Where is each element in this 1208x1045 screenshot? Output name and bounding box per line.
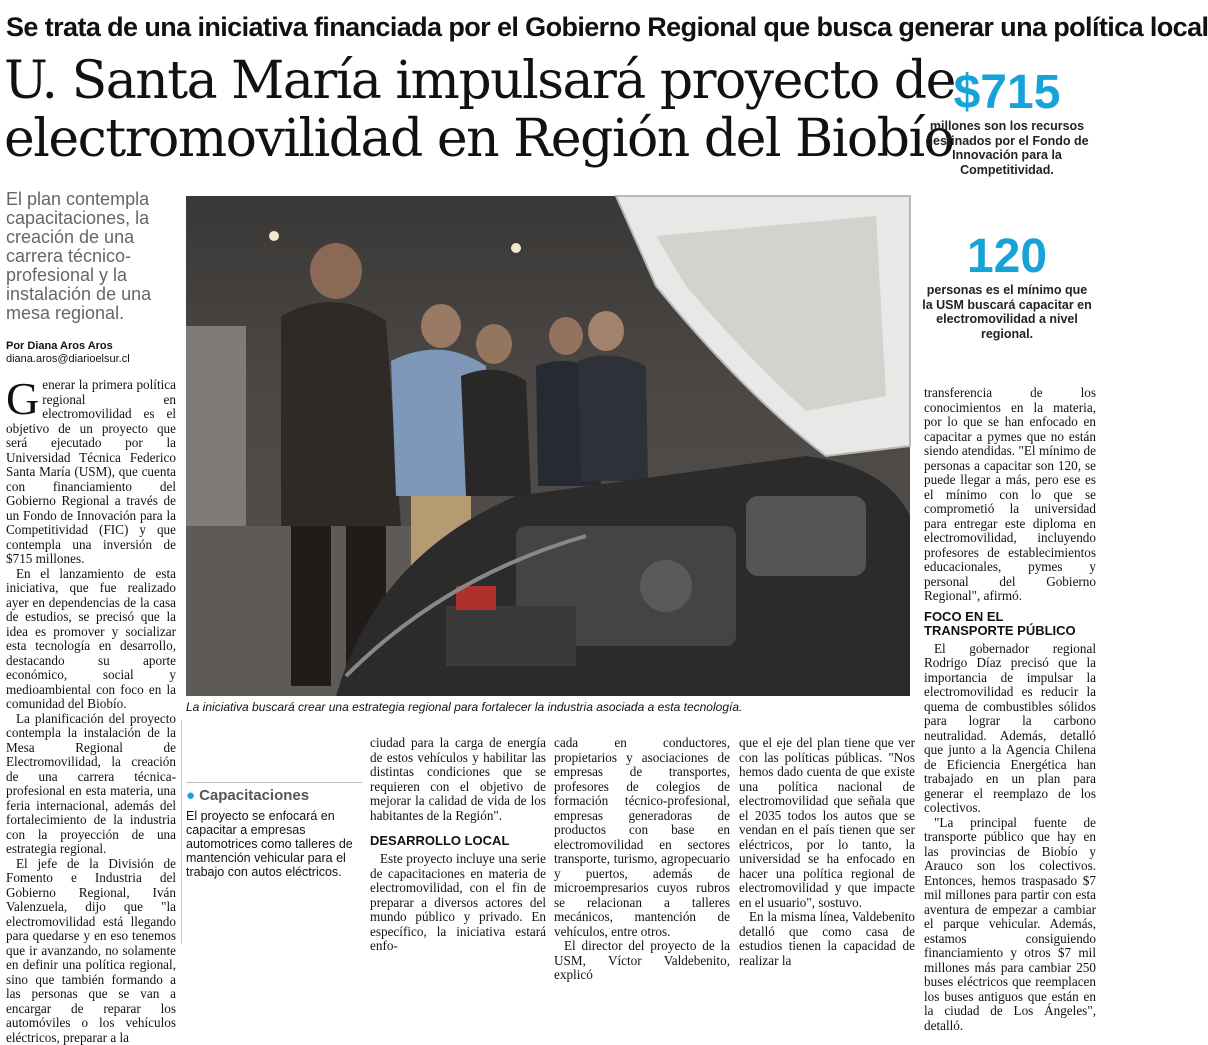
paragraph: que el eje del plan tiene que ver con las políticas públicas. "Nos hemos dado cuenta de que existe una política nacional de electromovilidad que señala que el 2035 todos los autos que se vendan en el país tienen que ser eléctricos, por lo tanto, la universidad se ha enfocado en hacer una política regional de electromovilidad y que impacte en el usuario", sostuvo. bbox=[739, 736, 915, 910]
dropcap: G bbox=[6, 380, 39, 418]
paragraph bbox=[6, 378, 176, 567]
paragraph: El jefe de la División de Fomento e Industria del Gobierno Regional, Iván Valenzuela, dijo que "la electromovilidad está llegando para quedarse y en eso tenemos que ir avanzando, no solamente en definir una política regional, sino que también formando a las personas que se van a encargar de reparar los automóviles o los vehículos eléctricos, preparar a la bbox=[6, 857, 176, 1045]
subhead-desarrollo-local: DESARROLLO LOCAL bbox=[370, 834, 546, 848]
paragraph: En la misma línea, Valdebenito detalló que como casa de estudios tienen la capacidad de realizar la bbox=[739, 910, 915, 968]
bullet-icon: ● bbox=[186, 787, 195, 804]
article-column-2-lower bbox=[370, 828, 546, 944]
headline-line-2: electromovilidad en Región del Biobío bbox=[4, 110, 909, 168]
lead-paragraph: El plan contempla capacitaciones, la creación de una carrera técnico-profesional y la instalación de una mesa regional. bbox=[6, 190, 174, 323]
article-column-1 bbox=[6, 378, 176, 944]
box-text: El proyecto se enfocará en capacitar a empresas automotrices como talleres de mantención vehicular para el trabajo con autos eléctricos. bbox=[186, 809, 362, 879]
author-name: Por Diana Aros Aros bbox=[6, 340, 176, 353]
paragraph: La planificación del proyecto contempla la instalación de la Mesa Regional de Electromovilidad, la creación de una carrera técnica-profesional en esta materia, una feria internacional, además del fortalecimiento de la industria con la proyección de una estrategia regional. bbox=[6, 712, 176, 857]
article-column-2 bbox=[370, 736, 546, 796]
photo-caption: La iniciativa buscará crear una estrategia regional para fortalecer la industria asociada a esta tecnología. bbox=[186, 699, 910, 715]
article-photo bbox=[186, 196, 910, 696]
paragraph: transferencia de los conocimientos en la materia, por lo que se han enfocado en capacitar a pymes que no están siendo atendidas. "El mínimo de personas a capacitar son 120, se puede llegar a más, pero ese es el mínimo con lo que se comprometió la universidad para entregar este diploma en electromovilidad, incluyendo profesores de establecimientos educacionales, pymes y personal del Gobierno Regional", afirmó. bbox=[924, 386, 1096, 604]
stat-trainees-text: personas es el mínimo que la USM buscará capacitar en electromovilidad a nivel regional. bbox=[920, 283, 1094, 341]
stat-trainees bbox=[920, 232, 1094, 341]
column-divider bbox=[181, 720, 182, 944]
subhead-transporte-publico: FOCO EN EL TRANSPORTE PÚBLICO bbox=[924, 610, 1096, 638]
box-title-text: Capacitaciones bbox=[199, 787, 309, 804]
paragraph: El director del proyecto de la USM, Víctor Valdebenito, explicó bbox=[554, 939, 730, 983]
headline-line-1: U. Santa María impulsará proyecto de bbox=[4, 52, 909, 110]
paragraph: En el lanzamiento de esta iniciativa, que fue realizado ayer en dependencias de la casa de estudios, se precisó que la idea es promover y socializar esta tecnología en desarrollo, destacando su aporte económico, social y medioambiental con foco en la comunidad del Biobío. bbox=[6, 567, 176, 712]
headline bbox=[4, 52, 909, 168]
photo-illustration bbox=[186, 196, 910, 696]
article-column-4 bbox=[739, 736, 915, 944]
paragraph: cada en conductores, propietarios y asociaciones de empresas de transportes, profesores de colegios de formación técnico-profesional, empresas generadoras de productos con base en electromovilidad en sectores transporte, turismo, agropecuario y puertos, además de microempresarios cuyos rubros se relacionan a talleres mecánicos, mantención de vehículos, entre otros. bbox=[554, 736, 730, 939]
byline bbox=[6, 340, 176, 366]
paragraph: "La principal fuente de transporte público que hay en las provincias de Biobío y Arauco son los colectivos. Entonces, hemos traspasado $7 mil millones para partir con esta aventura de empezar a cambiar el parque vehicular. Además, estamos consiguiendo financiamiento y otros $7 mil millones más para cambiar 250 buses eléctricos que reemplacen los buses antiguos que están en la ciudad de Los Ángeles", detalló. bbox=[924, 816, 1096, 1034]
paragraph: Este proyecto incluye una serie de capacitaciones en materia de electromovilidad, con el fin de preparar a diversos actores del mundo público y privado. En específico, la iniciativa estará enfo- bbox=[370, 852, 546, 954]
article-column-5 bbox=[924, 386, 1096, 944]
article-column-3 bbox=[554, 736, 730, 944]
stat-investment-value: $715 bbox=[920, 68, 1094, 118]
paragraph: ciudad para la carga de energía de estos vehículos y habilitar las distintas condiciones que se requieren con el objetivo de mejorar la calidad de vida de los habitantes de la Región". bbox=[370, 736, 546, 823]
stat-investment-text: millones son los recursos destinados por el Fondo de Innovación para la Competitividad. bbox=[920, 119, 1094, 177]
paragraph: El gobernador regional Rodrigo Díaz precisó que la importancia de impulsar la electromovilidad es reducir la quema de combustibles sólidos para lograr la carbono neutralidad. Además, detalló que junto a la Agencia Chilena de Eficiencia Energética han trabajado en un plan para generar el reemplazo de los colectivos. bbox=[924, 642, 1096, 816]
stat-trainees-value: 120 bbox=[920, 232, 1094, 282]
author-email: diana.aros@diarioelsur.cl bbox=[6, 353, 176, 366]
stat-investment bbox=[920, 68, 1094, 177]
box-title bbox=[186, 785, 362, 807]
sidebar-box-capacitaciones bbox=[186, 782, 362, 890]
kicker: Se trata de una iniciativa financiada por el Gobierno Regional que busca generar una política local bbox=[6, 4, 1096, 50]
paragraph-text: enerar la primera política regional en electromovilidad es el objetivo de un proyecto que será ejecutado por la Universidad Técnica Federico Santa María (USM), que cuenta con financiamiento del Gobierno Regional a través de un Fondo de Innovación para la Competitividad (FIC) y que contempla una inversión de $715 millones. bbox=[6, 377, 176, 566]
